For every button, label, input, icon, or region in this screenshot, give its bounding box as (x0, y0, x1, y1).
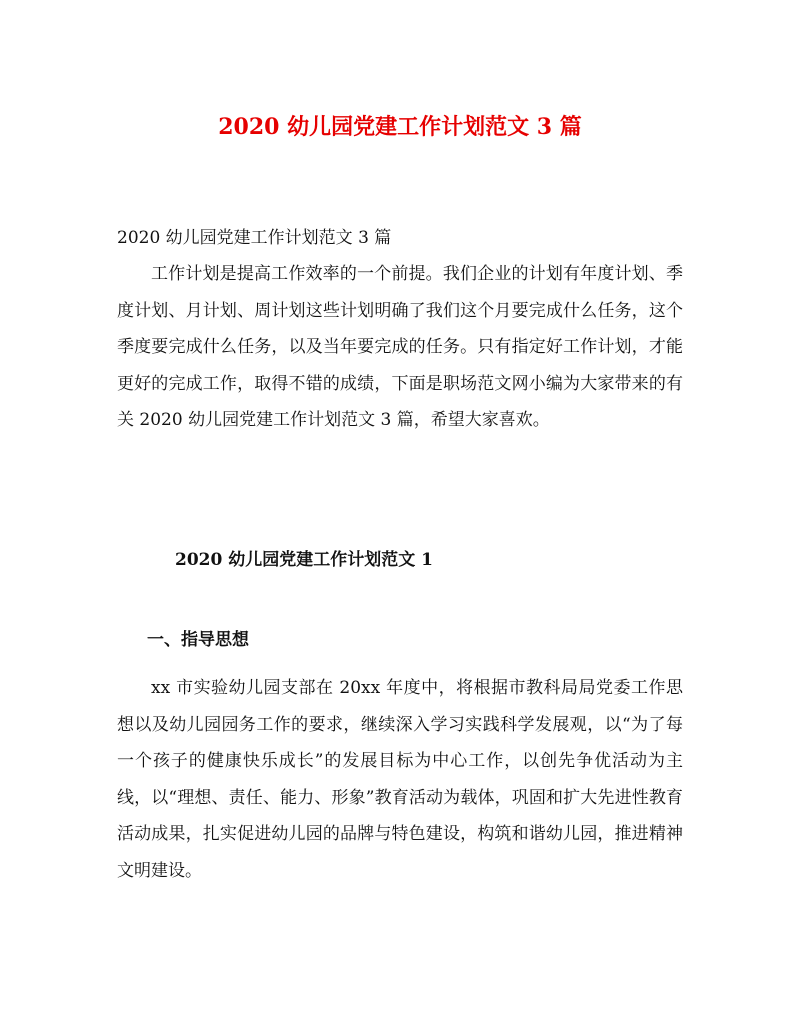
section-heading: 2020 幼儿园党建工作计划范文 1 (175, 550, 433, 570)
sub-heading: 一、指导思想 (147, 630, 249, 650)
body-paragraph: xx 市实验幼儿园支部在 20xx 年度中，将根据市教科局局党委工作思想以及幼儿园园务工作的要求，继续深入学习实践科学发展观，以“为了每一个孩子的健康快乐成长”的发展目标为中心工作，以创先争优活动为主线，以“理想、责任、能力、形象”教育活动为载体，巩固和扩大先进性教育活动成果，扎实促进幼儿园的品牌与特色建设，构筑和谐幼儿园，推进精神文明建设。 (117, 678, 683, 881)
document-title: 2020 幼儿园党建工作计划范文 3 篇 (218, 114, 582, 140)
intro-paragraph: 工作计划是提高工作效率的一个前提。我们企业的计划有年度计划、季度计划、月计划、周计划这些计划明确了我们这个月要完成什么任务，这个季度要完成什么任务，以及当年要完成的任务。只有指定好工作计划，才能更好的完成工作，取得不错的成绩，下面是职场范文网小编为大家带来的有关 2020 幼儿园党建工作计划范文 3 篇，希望大家喜欢。 (117, 264, 683, 430)
document-subtitle: 2020 幼儿园党建工作计划范文 3 篇 (117, 228, 392, 248)
